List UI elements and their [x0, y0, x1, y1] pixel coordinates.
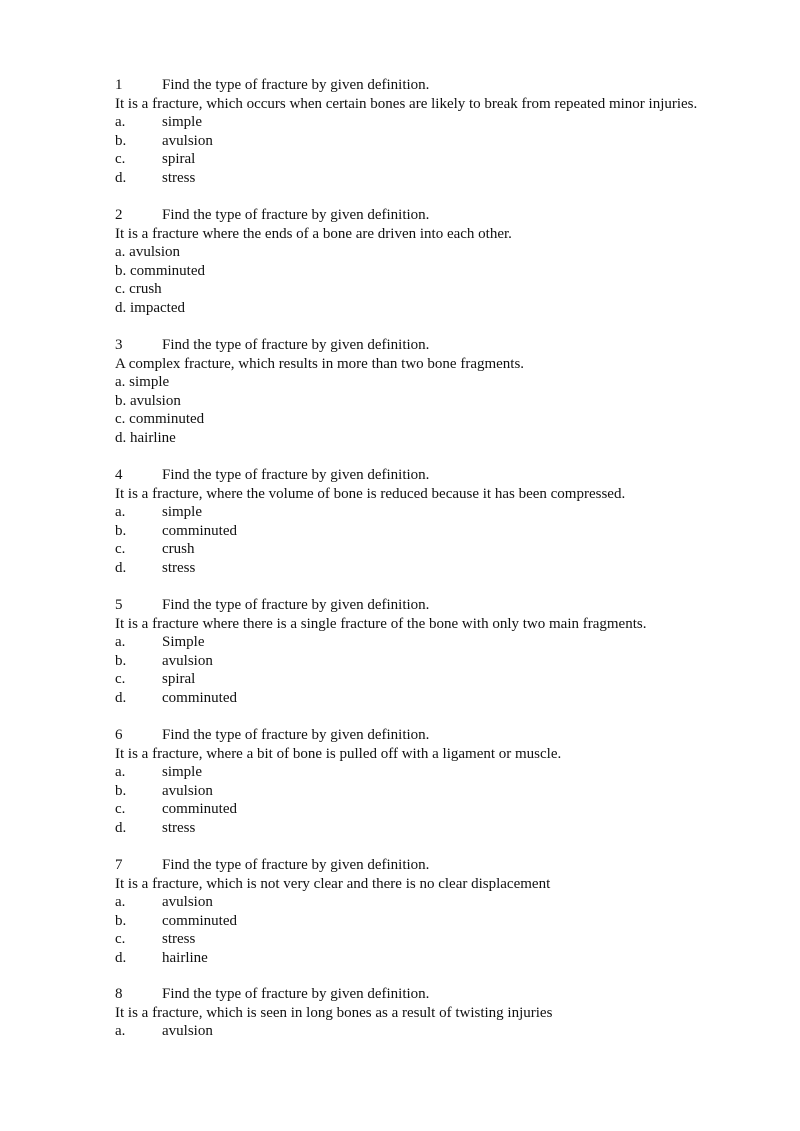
option-text: crush — [129, 281, 162, 298]
option-letter: a. — [115, 374, 126, 391]
answer-option — [115, 150, 785, 169]
question-7 — [115, 856, 785, 968]
option-text: comminuted — [162, 801, 237, 818]
answer-option — [115, 299, 785, 318]
question-heading — [115, 596, 785, 615]
option-text: avulsion — [130, 392, 181, 409]
option-letter: b. — [115, 262, 127, 279]
option-letter: d. — [115, 429, 127, 446]
option-letter: b. — [115, 132, 127, 149]
option-letter: d. — [115, 689, 127, 706]
answer-option — [115, 912, 785, 931]
option-letter: c. — [115, 411, 126, 428]
question-heading — [115, 206, 785, 225]
question-title: Find the type of fracture by given definition. — [162, 467, 430, 483]
option-text: spiral — [162, 671, 196, 688]
question-heading — [115, 466, 785, 485]
option-letter: c. — [115, 671, 126, 688]
option-text: avulsion — [129, 244, 181, 261]
option-letter: b. — [115, 652, 127, 669]
answer-option — [115, 113, 785, 132]
answer-option — [115, 559, 785, 578]
answer-option — [115, 132, 785, 151]
question-5 — [115, 596, 785, 708]
option-letter: a. — [115, 634, 126, 651]
question-text: It is a fracture where the ends of a bone are driven into each other. — [115, 225, 512, 242]
answer-option — [115, 410, 785, 429]
answer-option — [115, 280, 785, 299]
option-letter: b. — [115, 392, 127, 409]
option-text: hairline — [162, 949, 208, 966]
question-text: It is a fracture where there is a single fracture of the bone with only two main fragments. — [115, 615, 647, 632]
option-letter: b. — [115, 522, 127, 539]
option-letter: c. — [115, 281, 126, 298]
option-letter: b. — [115, 912, 127, 929]
option-letter: d. — [115, 559, 127, 576]
answer-option — [115, 429, 785, 448]
option-text: avulsion — [162, 132, 213, 149]
question-8 — [115, 985, 785, 1041]
option-letter: d. — [115, 949, 127, 966]
option-text: simple — [129, 374, 170, 391]
answer-option — [115, 633, 785, 652]
answer-option — [115, 893, 785, 912]
question-number: 8 — [115, 986, 123, 1002]
question-6 — [115, 726, 785, 838]
option-text: Simple — [162, 634, 205, 651]
question-heading — [115, 726, 785, 745]
option-letter: d. — [115, 169, 127, 186]
option-letter: d. — [115, 299, 127, 316]
option-letter: a. — [115, 764, 126, 781]
option-text: simple — [162, 114, 202, 131]
option-text: crush — [162, 541, 195, 558]
option-text: comminuted — [162, 689, 237, 706]
answer-option — [115, 670, 785, 689]
question-text: It is a fracture, which is seen in long bones as a result of twisting injuries — [115, 1004, 553, 1021]
option-letter: a. — [115, 244, 126, 261]
answer-option — [115, 522, 785, 541]
question-text: A complex fracture, which results in more than two bone fragments. — [115, 355, 525, 372]
question-1 — [115, 76, 785, 188]
question-title: Find the type of fracture by given definition. — [162, 857, 430, 873]
question-title: Find the type of fracture by given definition. — [162, 207, 430, 223]
question-title: Find the type of fracture by given definition. — [162, 727, 430, 743]
question-title: Find the type of fracture by given definition. — [162, 597, 430, 613]
answer-option — [115, 373, 785, 392]
question-title: Find the type of fracture by given definition. — [162, 77, 430, 93]
answer-option — [115, 392, 785, 411]
answer-option — [115, 169, 785, 188]
option-letter: a. — [115, 1023, 126, 1040]
option-text: simple — [162, 764, 202, 781]
answer-option — [115, 243, 785, 262]
question-number: 1 — [115, 77, 123, 93]
question-2 — [115, 206, 785, 318]
question-text: It is a fracture, which occurs when certain bones are likely to break from repeated minor injuries. — [115, 95, 698, 112]
option-text: comminuted — [162, 912, 237, 929]
question-4 — [115, 466, 785, 578]
question-number: 4 — [115, 467, 123, 483]
question-3 — [115, 336, 785, 448]
option-text: avulsion — [162, 652, 213, 669]
option-letter: a. — [115, 894, 126, 911]
question-text: It is a fracture, where a bit of bone is pulled off with a ligament or muscle. — [115, 745, 562, 762]
answer-option — [115, 262, 785, 281]
answer-option — [115, 930, 785, 949]
option-text: stress — [162, 559, 196, 576]
question-number: 5 — [115, 597, 123, 613]
option-text: hairline — [130, 429, 176, 446]
answer-option — [115, 782, 785, 801]
option-letter: a. — [115, 114, 126, 131]
option-text: stress — [162, 169, 196, 186]
answer-option — [115, 540, 785, 559]
option-letter: d. — [115, 819, 127, 836]
option-letter: c. — [115, 541, 126, 558]
question-heading — [115, 336, 785, 355]
option-text: avulsion — [162, 894, 213, 911]
question-number: 2 — [115, 207, 123, 223]
question-heading — [115, 856, 785, 875]
answer-option — [115, 819, 785, 838]
option-text: stress — [162, 931, 196, 948]
option-letter: c. — [115, 151, 126, 168]
answer-option — [115, 949, 785, 968]
question-heading — [115, 76, 785, 95]
option-text: simple — [162, 504, 202, 521]
option-text: avulsion — [162, 782, 213, 799]
option-letter: a. — [115, 504, 126, 521]
question-title: Find the type of fracture by given definition. — [162, 337, 430, 353]
question-title: Find the type of fracture by given definition. — [162, 986, 430, 1002]
option-text: stress — [162, 819, 196, 836]
option-letter: b. — [115, 782, 127, 799]
question-number: 6 — [115, 727, 123, 743]
option-text: comminuted — [129, 411, 205, 428]
option-letter: c. — [115, 931, 126, 948]
option-text: spiral — [162, 151, 196, 168]
option-text: impacted — [130, 299, 185, 316]
option-text: comminuted — [130, 262, 205, 279]
answer-option — [115, 503, 785, 522]
question-heading — [115, 985, 785, 1004]
question-text: It is a fracture, where the volume of bone is reduced because it has been compressed. — [115, 485, 626, 502]
option-letter: c. — [115, 801, 126, 818]
answer-option — [115, 800, 785, 819]
answer-option — [115, 763, 785, 782]
question-number: 7 — [115, 857, 123, 873]
question-text: It is a fracture, which is not very clear and there is no clear displacement — [115, 875, 551, 892]
question-number: 3 — [115, 337, 123, 353]
option-text: comminuted — [162, 522, 237, 539]
answer-option — [115, 1022, 785, 1041]
answer-option — [115, 652, 785, 671]
option-text: avulsion — [162, 1023, 213, 1040]
answer-option — [115, 689, 785, 708]
